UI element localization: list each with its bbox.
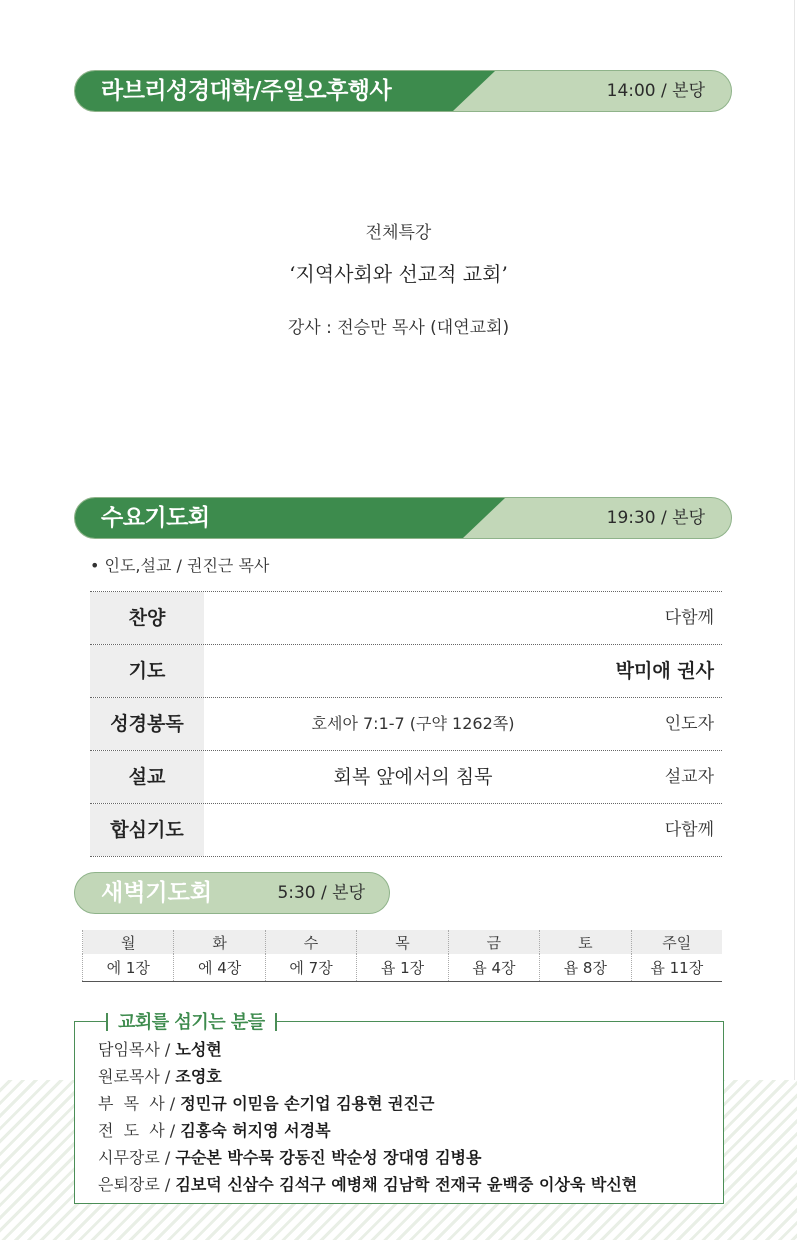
- order-item-person: 다함께: [664, 820, 714, 840]
- staff-role: 부 목 사 /: [98, 1094, 181, 1113]
- staff-line: [98, 1171, 637, 1198]
- order-row: [90, 750, 722, 803]
- wednesday-prayer-time-place: 19:30 / 본당: [606, 508, 705, 528]
- weekday: 주일: [631, 930, 722, 954]
- sunday-event-header: [74, 70, 732, 112]
- order-row: [90, 803, 722, 857]
- order-item-person: 박미애 권사: [615, 660, 714, 682]
- order-row: [90, 697, 722, 750]
- staff-role: 원로목사 /: [98, 1067, 176, 1086]
- dawn-prayer-time-place: 5:30 / 본당: [277, 883, 365, 903]
- order-item-person: 다함께: [664, 608, 714, 628]
- order-item-label: 기도: [90, 645, 204, 697]
- lecture-label: 전체특강: [365, 223, 432, 243]
- order-item-label: 설교: [90, 751, 204, 803]
- staff-role: 은퇴장로 /: [98, 1175, 176, 1194]
- reading: 욥 4장: [448, 954, 539, 982]
- staff-line: [98, 1036, 637, 1063]
- page-edge-line: [794, 0, 795, 1080]
- order-row: [90, 591, 722, 644]
- staff-line: [98, 1117, 637, 1144]
- staff-names: 노성현: [175, 1040, 222, 1059]
- reading: 욥 11장: [631, 954, 722, 982]
- wednesday-prayer-header: [74, 497, 732, 539]
- reading: 욥 8장: [540, 954, 631, 982]
- order-of-service: [90, 591, 722, 857]
- reading: 에 7장: [265, 954, 356, 982]
- lecture-speaker: 강사 : 전승만 목사 (대연교회): [287, 318, 510, 338]
- staff-line: [98, 1090, 637, 1117]
- weekday: 수: [265, 930, 356, 954]
- staff-role: 전 도 사 /: [98, 1121, 181, 1140]
- order-item-label: 성경봉독: [90, 698, 204, 750]
- staff-names: 정민규 이믿음 손기업 김용현 권진근: [180, 1094, 435, 1113]
- staff-line: [98, 1144, 637, 1171]
- staff-names: 김보덕 신삼수 김석구 예병채 김남학 전재국 윤백중 이상욱 박신현: [175, 1175, 638, 1194]
- weekday: 토: [540, 930, 631, 954]
- weekday: 금: [448, 930, 539, 954]
- order-item-label: 찬양: [90, 592, 204, 644]
- order-row: [90, 644, 722, 697]
- dawn-reading-schedule: [82, 930, 722, 982]
- order-item-detail: 호세아 7:1-7 (구약 1262쪽): [311, 714, 515, 733]
- reading-row: [83, 954, 723, 982]
- sunday-event-time-place: 14:00 / 본당: [606, 81, 705, 101]
- order-item-person: 설교자: [664, 767, 714, 787]
- weekday: 월: [83, 930, 174, 954]
- staff-role: 담임목사 /: [98, 1040, 176, 1059]
- reading: 욥 1장: [357, 954, 448, 982]
- dawn-prayer-header: [74, 872, 390, 914]
- order-item-label: 합심기도: [90, 804, 204, 856]
- weekday: 화: [174, 930, 265, 954]
- order-item-person: 인도자: [664, 714, 714, 734]
- staff-names: 조영호: [175, 1067, 222, 1086]
- reading: 에 4장: [174, 954, 265, 982]
- staff-names: 김홍숙 허지영 서경복: [180, 1121, 331, 1140]
- staff-title: 교회를 섬기는 분들: [106, 1008, 277, 1034]
- weekday: 목: [357, 930, 448, 954]
- wednesday-leader: • 인도,설교 / 권진근 목사: [90, 556, 270, 575]
- staff-list: [98, 1036, 637, 1198]
- weekday-row: [83, 930, 723, 954]
- order-item-detail: 회복 앞에서의 침묵: [333, 766, 493, 788]
- staff-line: [98, 1063, 637, 1090]
- wednesday-prayer-title: 수요기도회: [101, 505, 210, 531]
- sunday-event-title: 라브리성경대학/주일오후행사: [101, 78, 392, 104]
- dawn-prayer-title: 새벽기도회: [101, 880, 213, 906]
- staff-role: 시무장로 /: [98, 1148, 176, 1167]
- lecture-title: ‘지역사회와 선교적 교회’: [289, 262, 508, 286]
- staff-names: 구순본 박수묵 강동진 박순성 장대영 김병용: [175, 1148, 482, 1167]
- reading: 에 1장: [83, 954, 174, 982]
